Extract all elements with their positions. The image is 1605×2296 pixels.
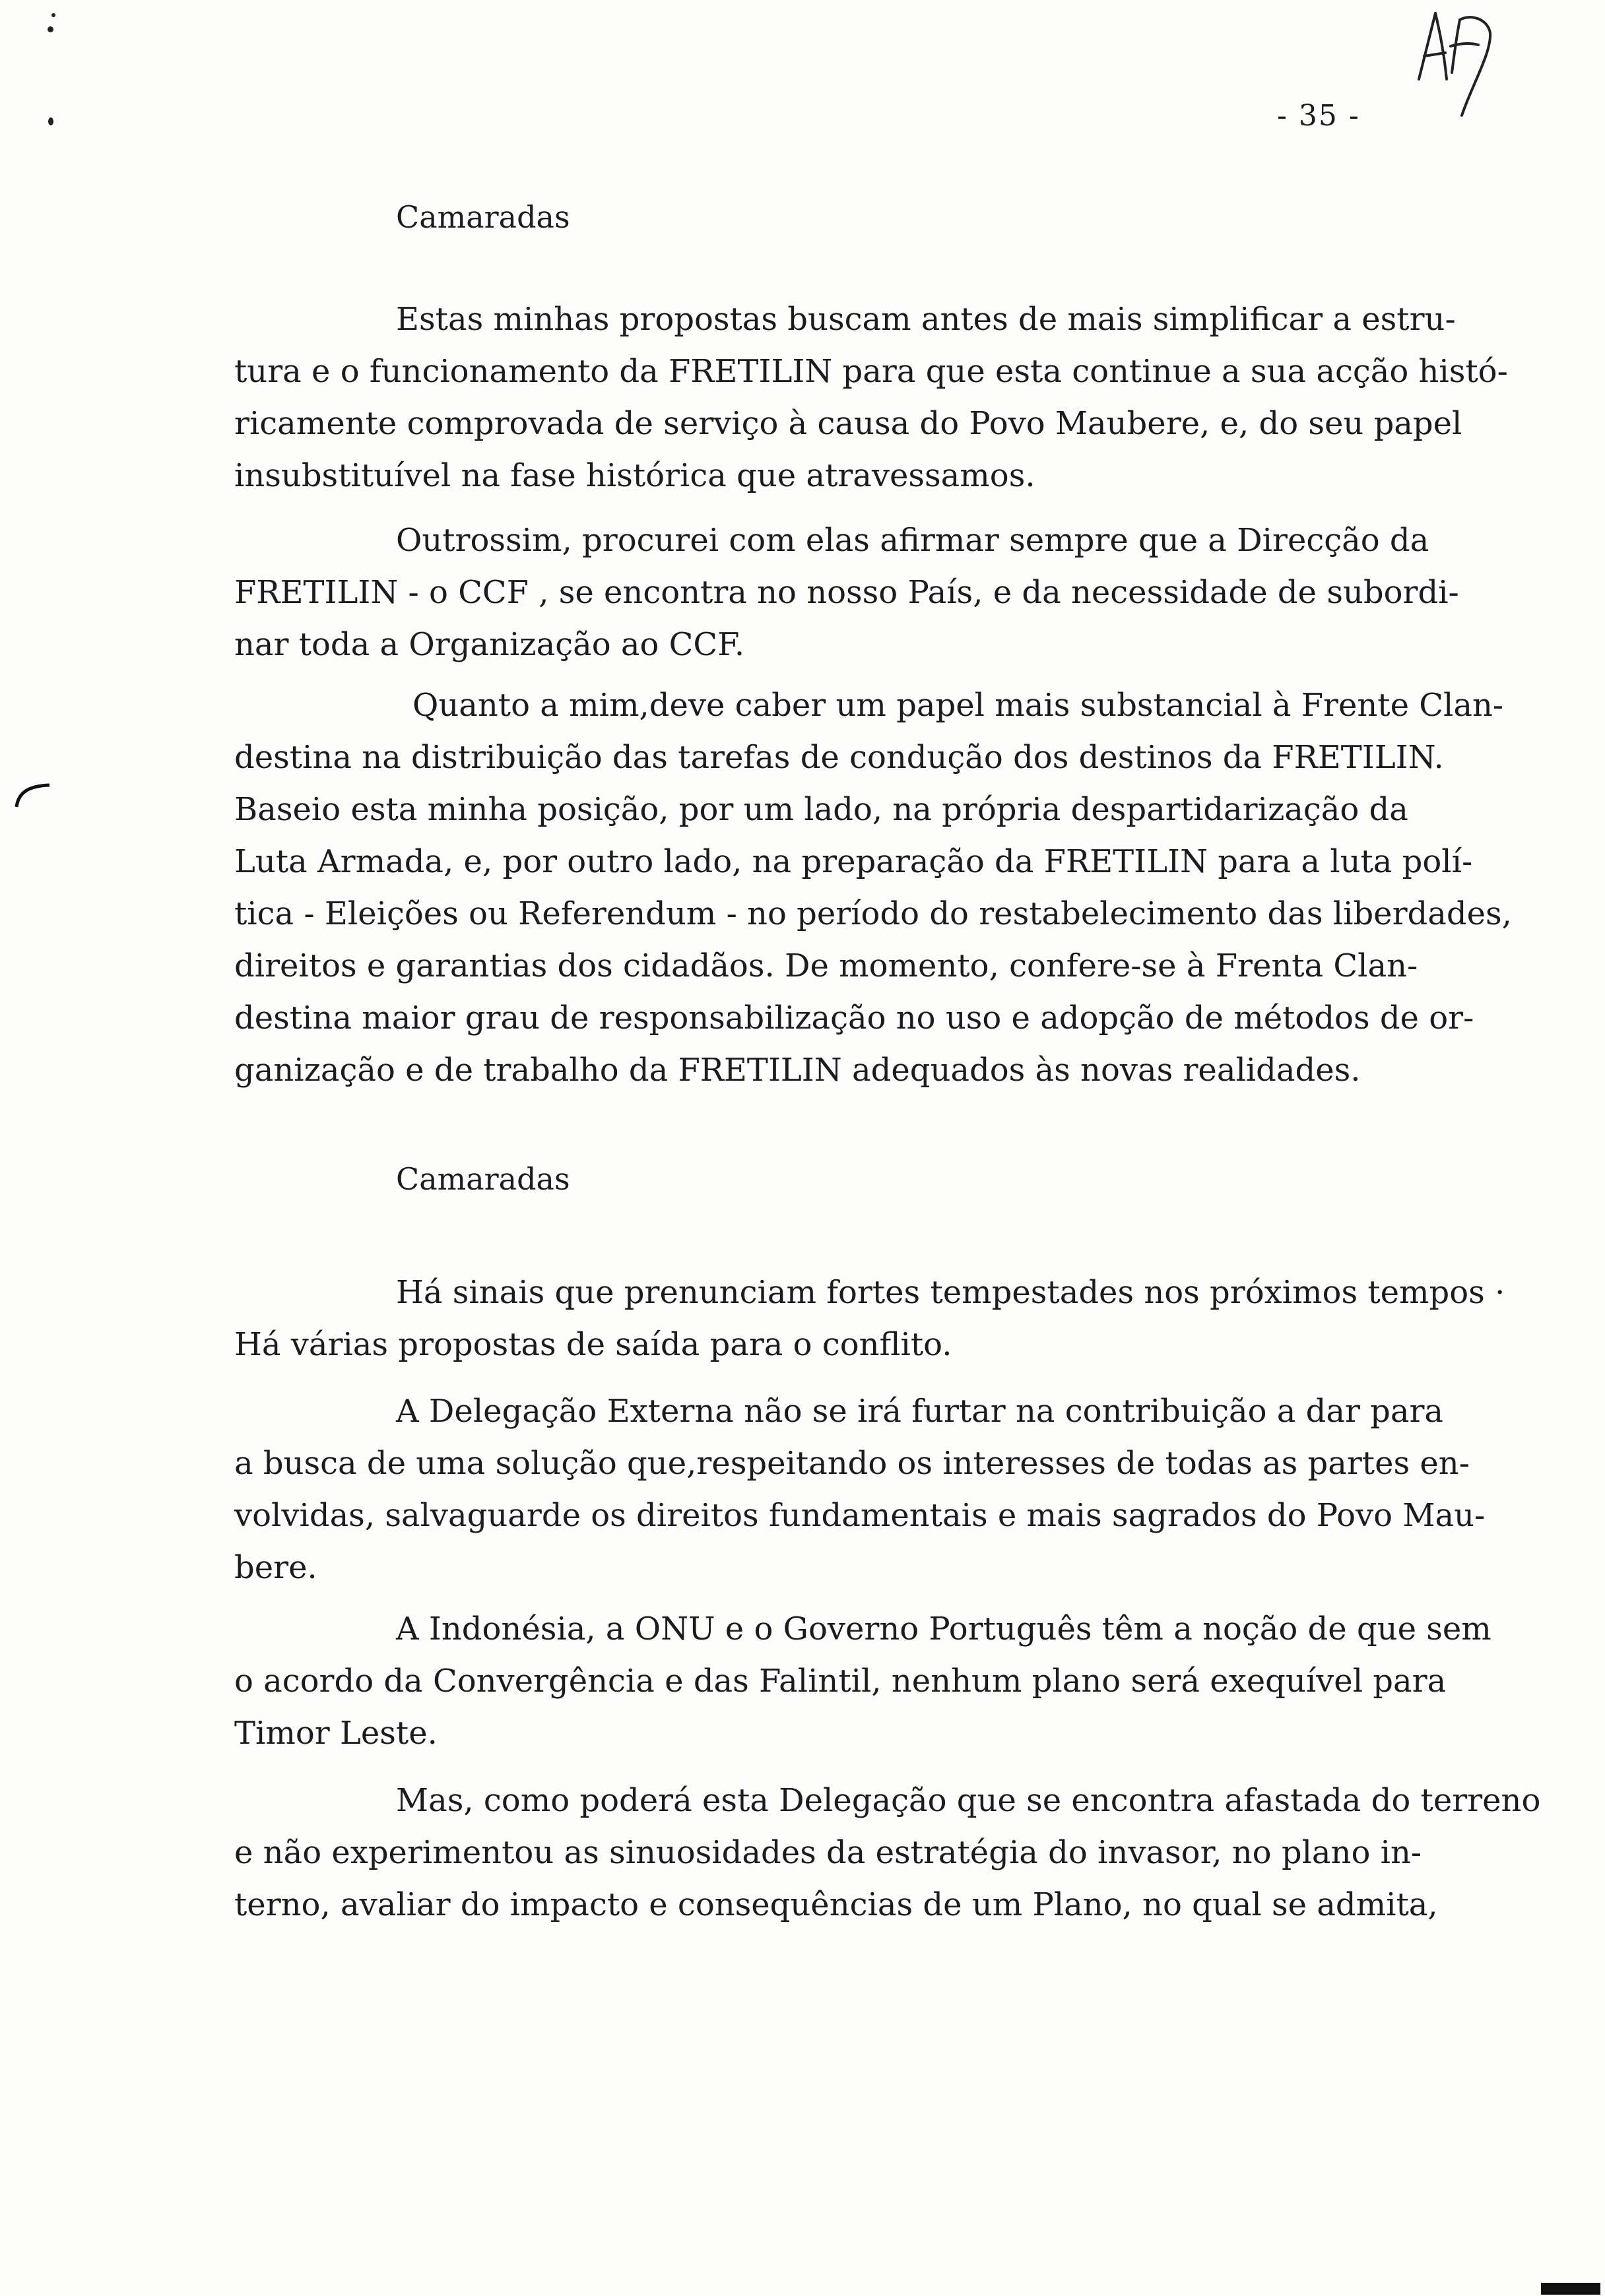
section-heading: Camaradas (396, 1161, 570, 1197)
text-line: volvidas, salvaguarde os direitos fundamentais e mais sagrados do Povo Mau- (234, 1497, 1486, 1534)
paragraph (234, 680, 1528, 1097)
text-line: A Indonésia, a ONU e o Governo Português têm a noção de que sem (396, 1610, 1491, 1647)
paragraph (234, 515, 1528, 671)
text-line: tura e o funcionamento da FRETILIN para que esta continue a sua acção histó- (234, 353, 1508, 390)
page-number: - 35 - (1277, 99, 1360, 133)
text-line: Baseio esta minha posição, por um lado, na própria despartidarização da (234, 791, 1408, 828)
paragraph (234, 1386, 1528, 1594)
text-line: Há sinais que prenunciam fortes tempestades nos próximos tempos · (396, 1274, 1505, 1311)
text-line: Há várias propostas de saída para o conflito. (234, 1326, 952, 1363)
text-line: direitos e garantias dos cidadãos. De momento, confere-se à Frenta Clan- (234, 947, 1418, 984)
text-line: e não experimentou as sinuosidades da estratégia do invasor, no plano in- (234, 1834, 1422, 1871)
text-line: o acordo da Convergência e das Falintil, nenhum plano será exequível para (234, 1663, 1447, 1700)
text-line: Outrossim, procurei com elas afirmar sempre que a Direcção da (396, 522, 1429, 559)
text-line: ricamente comprovada de serviço à causa do Povo Maubere, e, do seu papel (234, 405, 1462, 442)
scan-speck (48, 26, 53, 32)
paragraph (234, 1603, 1528, 1760)
scan-speck (48, 117, 53, 125)
text-line: nar toda a Organização ao CCF. (234, 626, 745, 663)
text-line: A Delegação Externa não se irá furtar na contribuição a dar para (396, 1393, 1444, 1430)
text-line: Estas minhas propostas buscam antes de mais simplificar a estru- (396, 301, 1456, 338)
scan-edge-bar (1541, 2283, 1600, 2295)
text-line: Mas, como poderá esta Delegação que se encontra afastada do terreno (396, 1782, 1541, 1819)
text-line: tica - Eleições ou Referendum - no período do restabelecimento das liberdades, (234, 895, 1512, 932)
text-line: insubstituível na fase histórica que atravessamos. (234, 457, 1035, 494)
text-line: Quanto a mim,deve caber um papel mais substancial à Frente Clan- (412, 687, 1504, 724)
paragraph (234, 1775, 1541, 1931)
text-line: terno, avaliar do impacto e consequências de um Plano, no qual se admita, (234, 1886, 1438, 1923)
text-line: destina na distribuição das tarefas de condução dos destinos da FRETILIN. (234, 739, 1444, 776)
text-line: FRETILIN - o CCF , se encontra no nosso País, e da necessidade de subordi- (234, 574, 1459, 611)
text-line: Timor Leste. (234, 1715, 438, 1752)
handwritten-initials (1399, 7, 1505, 125)
margin-bracket-mark (13, 782, 53, 808)
paragraph (234, 294, 1528, 502)
text-line: Luta Armada, e, por outro lado, na preparação da FRETILIN para a luta polí- (234, 843, 1473, 880)
text-line: destina maior grau de responsabilização no uso e adopção de métodos de or- (234, 1000, 1474, 1036)
paragraph (234, 1267, 1528, 1371)
text-line: a busca de uma solução que,respeitando os interesses de todas as partes en- (234, 1445, 1470, 1482)
text-line: ganização e de trabalho da FRETILIN adequados às novas realidades. (234, 1052, 1361, 1089)
section-heading: Camaradas (396, 199, 570, 235)
scan-speck (51, 13, 55, 17)
text-line: bere. (234, 1549, 317, 1586)
